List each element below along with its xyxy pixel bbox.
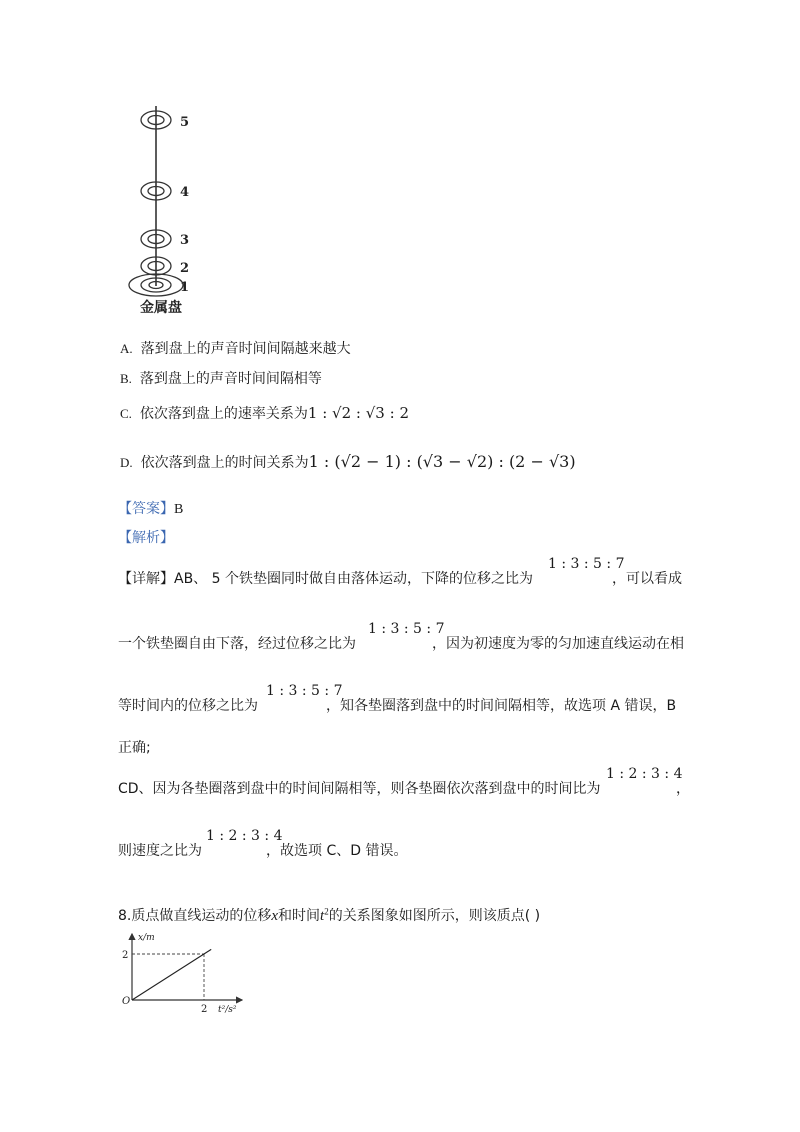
answer-value: B [174,502,184,517]
origin-label: O [122,996,131,1007]
detail-line-2-end: ，因为初速度为零的匀加速直线运动在相 [432,636,684,652]
detail-line-5-end: ， [676,781,690,797]
detail-line-6: 则速度之比为 [118,843,202,859]
detail-line-3: 等时间内的位移之比为 [118,698,258,714]
answer-tag: 【答案】 [118,501,174,517]
detail-line-2: 一个铁垫圈自由下落，经过位移之比为 [118,636,356,652]
ring-label-1: 1 [180,280,190,295]
y-tick-label: 2 [122,950,129,961]
option-c: C. 依次落到盘上的速率关系为1 : √2 : √3 : 2 [120,404,409,422]
analysis-tag: 【解析】 [118,530,174,546]
x-tick-label: 2 [201,1004,208,1015]
detail-line-1: 【详解】AB、 5 个铁垫圈同时做自由落体运动，下降的位移之比为 [118,571,533,587]
option-c-math: 1 : √2 : √3 : 2 [307,404,409,422]
series-line [132,949,211,1000]
question-8: 8.质点做直线运动的位移x和时间$t^2$的关系图象如图所示，则该质点( ) [118,906,541,924]
ring-label-2: 2 [180,261,190,276]
detail-line-4: 正确; [118,740,151,756]
y-axis-label: x/m [138,933,155,943]
option-b: B. 落到盘上的声音时间间隔相等 [120,371,322,387]
x-axis-label: t²/s² [218,1005,237,1015]
ratio-1: 1 : 3 : 5 : 7 [548,556,625,572]
ring-label-4: 4 [180,185,190,200]
washer-figure [118,100,238,320]
answer-line [118,498,183,518]
ratio-5: 1 : 2 : 3 : 4 [606,766,683,782]
detail-line-3-end: ，知各垫圈落到盘中的时间间隔相等，故选项 A 错误，B [326,698,677,714]
ring-label-5: 5 [180,115,190,130]
detail-line-5: CD、因为各垫圈落到盘中的时间间隔相等，则各垫圈依次落到盘中的时间比为 [118,781,601,797]
detail-line-1-end: ，可以看成 [612,571,682,587]
option-a: A. 落到盘上的声音时间间隔越来越大 [120,341,351,357]
detail-line-6-end: ，故选项 C、D 错误。 [266,843,408,859]
x-t2-graph [110,928,270,1018]
ring-label-3: 3 [180,233,190,248]
option-d-math: 1 : (√2 − 1) : (√3 − √2) : (2 − √3) [308,452,576,471]
figure-caption: 金属盘 [140,300,182,316]
ratio-3: 1 : 3 : 5 : 7 [266,683,343,699]
ratio-2: 1 : 3 : 5 : 7 [368,621,445,637]
option-d: D. 依次落到盘上的时间关系为1 : (√2 − 1) : (√3 − √2) : (2 − √3) [120,452,576,471]
ratio-6: 1 : 2 : 3 : 4 [206,828,283,844]
